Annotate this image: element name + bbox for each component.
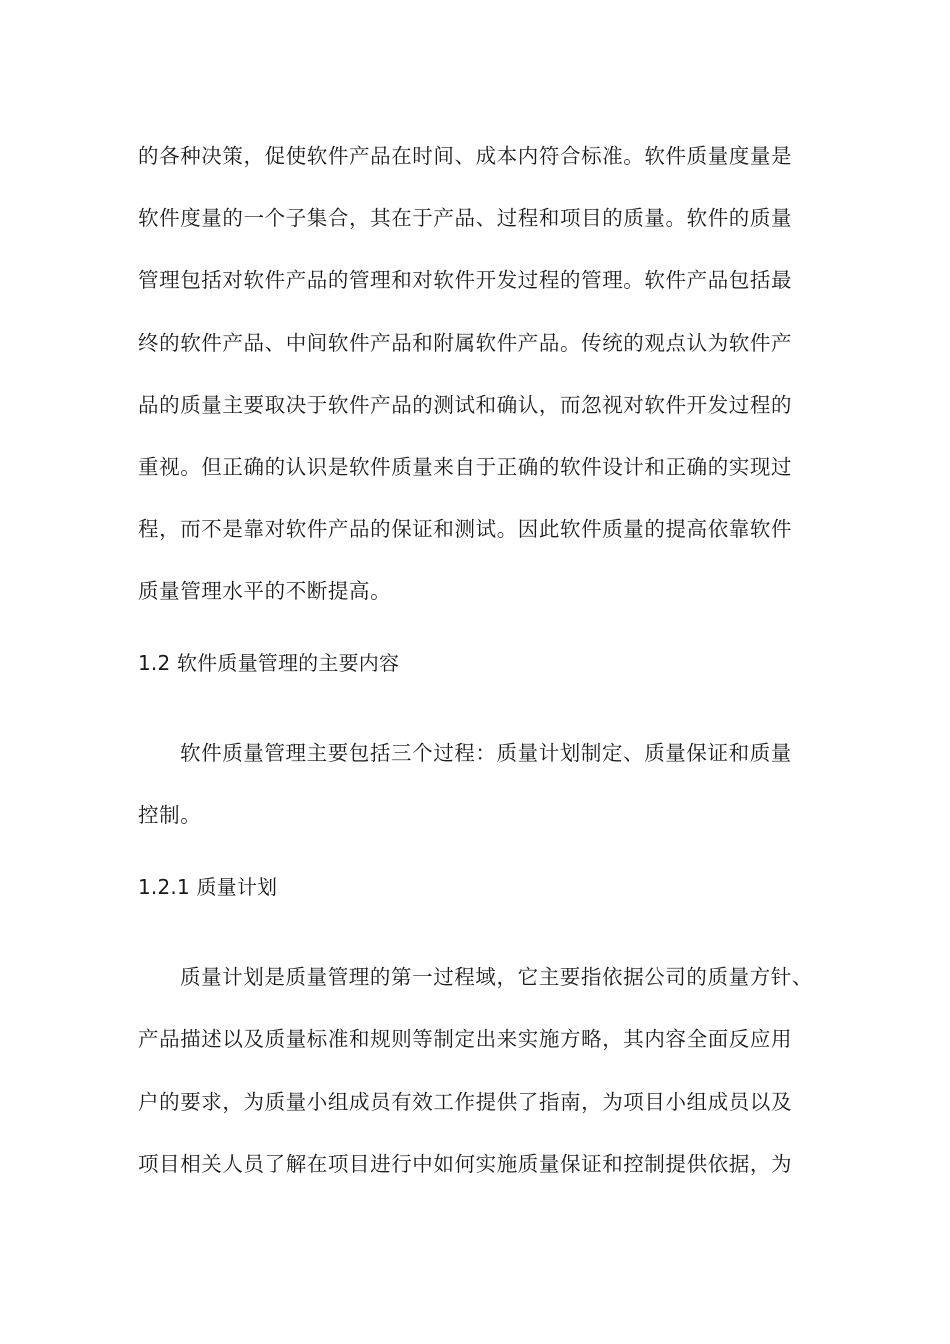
paragraph-line: 的各种决策，促使软件产品在时间、成本内符合标准。软件质量度量是 <box>138 144 793 168</box>
section-heading: 1.2 软件质量管理的主要内容 <box>138 651 400 675</box>
paragraph-line: 产品描述以及质量标准和规则等制定出来实施方略，其内容全面反应用 <box>138 1027 793 1051</box>
paragraph-line: 户的要求，为质量小组成员有效工作提供了指南，为项目小组成员以及 <box>138 1090 793 1114</box>
paragraph-line: 软件度量的一个子集合，其在于产品、过程和项目的质量。软件的质量 <box>138 206 793 230</box>
paragraph-line: 终的软件产品、中间软件产品和附属软件产品。传统的观点认为软件产 <box>138 331 793 355</box>
paragraph-line: 质量管理水平的不断提高。 <box>138 579 392 603</box>
subsection-heading: 1.2.1 质量计划 <box>138 875 278 899</box>
paragraph-line: 质量计划是质量管理的第一过程域，它主要指依据公司的质量方针、 <box>180 965 813 989</box>
paragraph-line: 重视。但正确的认识是软件质量来自于正确的软件设计和正确的实现过 <box>138 455 793 479</box>
paragraph-line: 品的质量主要取决于软件产品的测试和确认，而忽视对软件开发过程的 <box>138 393 793 417</box>
paragraph-line: 管理包括对软件产品的管理和对软件开发过程的管理。软件产品包括最 <box>138 268 793 292</box>
paragraph-line: 程，而不是靠对软件产品的保证和测试。因此软件质量的提高依靠软件 <box>138 517 793 541</box>
paragraph-line: 软件质量管理主要包括三个过程：质量计划制定、质量保证和质量 <box>180 741 792 765</box>
paragraph-line: 项目相关人员了解在项目进行中如何实施质量保证和控制提供依据，为 <box>138 1152 793 1176</box>
paragraph-line: 控制。 <box>138 803 202 827</box>
